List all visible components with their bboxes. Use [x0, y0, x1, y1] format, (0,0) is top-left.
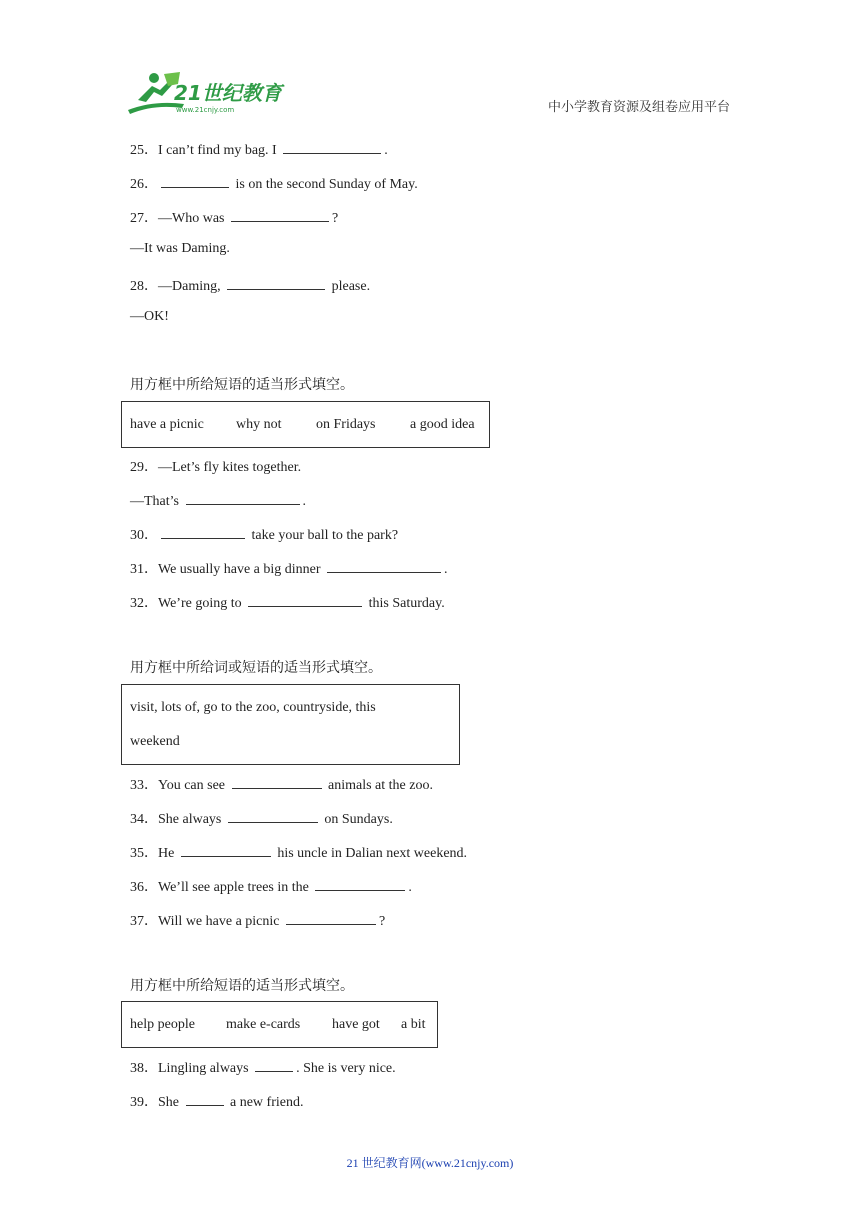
word-box-item: why not	[236, 417, 282, 432]
question-28: 28．—Daming, please.	[130, 275, 370, 295]
logo-text: 21世纪教育	[174, 81, 282, 105]
answer-blank[interactable]	[255, 1057, 293, 1072]
answer-29: —That’s .	[130, 490, 306, 510]
answer-blank[interactable]	[181, 842, 271, 857]
question-25: 25．I can’t find my bag. I .	[130, 139, 388, 159]
word-box-item: a bit	[401, 1017, 426, 1032]
question-30: 30． take your ball to the park?	[130, 524, 398, 544]
word-box-line: weekend	[130, 734, 180, 749]
question-32: 32．We’re going to this Saturday.	[130, 592, 445, 612]
answer-blank[interactable]	[315, 876, 405, 891]
question-35: 35．He his uncle in Dalian next weekend.	[130, 842, 467, 862]
answer-blank[interactable]	[248, 592, 362, 607]
word-box-line: visit, lots of, go to the zoo, countryside, this	[130, 700, 376, 715]
answer-blank[interactable]	[231, 207, 329, 222]
answer-blank[interactable]	[186, 490, 300, 505]
footer-link[interactable]: 21 世纪教育网(www.21cnjy.com)	[346, 1156, 514, 1170]
section-title-2: 用方框中所给短语的适当形式填空。	[130, 377, 354, 393]
header-platform-text: 中小学教育资源及组卷应用平台	[548, 100, 731, 115]
section-title-4: 用方框中所给短语的适当形式填空。	[130, 978, 354, 994]
word-box-item: make e-cards	[226, 1017, 301, 1032]
question-34: 34．She always on Sundays.	[130, 808, 393, 828]
word-box-item: help people	[130, 1017, 195, 1032]
answer-27: —It was Daming.	[130, 241, 230, 256]
word-box-item: on Fridays	[316, 417, 376, 432]
question-29: 29．—Let’s fly kites together.	[130, 460, 302, 475]
word-box-4	[121, 1001, 438, 1048]
answer-blank[interactable]	[228, 808, 318, 823]
answer-blank[interactable]	[186, 1091, 224, 1106]
question-27: 27．—Who was ?	[130, 207, 338, 227]
word-box-item: have got	[332, 1017, 380, 1032]
word-box-2	[121, 401, 490, 448]
answer-blank[interactable]	[161, 524, 245, 539]
site-logo	[124, 70, 294, 116]
answer-blank[interactable]	[232, 774, 322, 789]
question-26: 26． is on the second Sunday of May.	[130, 173, 418, 193]
word-box-item: a good idea	[410, 417, 475, 432]
question-31: 31．We usually have a big dinner .	[130, 558, 448, 578]
answer-28: —OK!	[130, 309, 169, 324]
answer-blank[interactable]	[227, 275, 325, 290]
answer-blank[interactable]	[286, 910, 376, 925]
question-37: 37．Will we have a picnic ?	[130, 910, 385, 930]
question-33: 33．You can see animals at the zoo.	[130, 774, 433, 794]
question-36: 36．We’ll see apple trees in the .	[130, 876, 412, 896]
question-38: 38．Lingling always . She is very nice.	[130, 1057, 396, 1077]
answer-blank[interactable]	[161, 173, 229, 188]
word-box-item: have a picnic	[130, 417, 204, 432]
word-box-3	[121, 684, 460, 765]
logo-url-text: www.21cnjy.com	[176, 106, 235, 114]
answer-blank[interactable]	[283, 139, 381, 154]
section-title-3: 用方框中所给词或短语的适当形式填空。	[130, 660, 382, 676]
answer-blank[interactable]	[327, 558, 441, 573]
question-39: 39．She a new friend.	[130, 1091, 303, 1111]
